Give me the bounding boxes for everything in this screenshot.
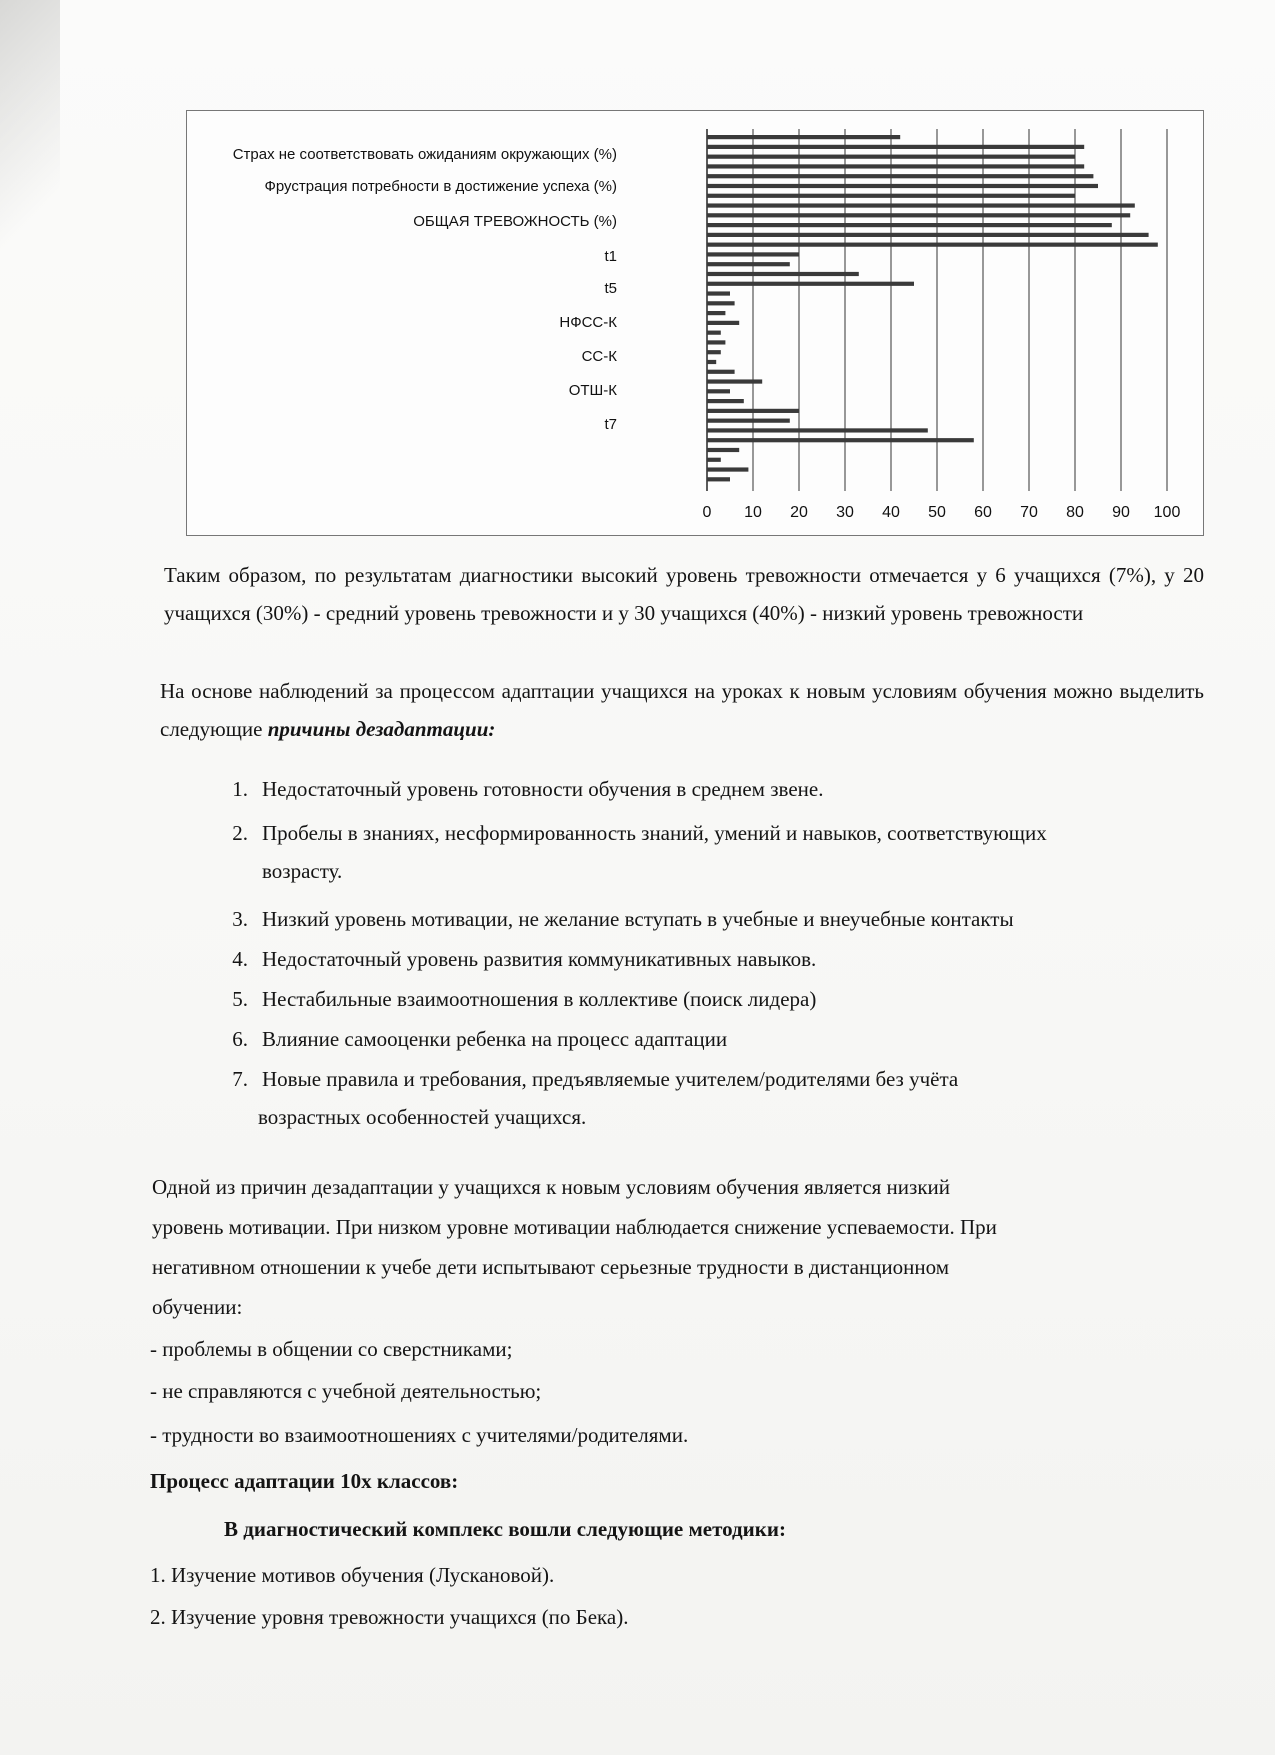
page-fold-shadow — [0, 0, 60, 300]
list-item-number: 5. — [232, 987, 248, 1011]
y-category-label: Страх не соответствовать ожиданиям окружающих (%) — [232, 146, 617, 163]
x-tick-label: 100 — [1153, 504, 1181, 521]
y-category-label: ОБЩАЯ ТРЕВОЖНОСТЬ (%) — [413, 213, 617, 230]
causes-list-item — [218, 772, 1198, 808]
x-tick-label: 20 — [790, 504, 808, 521]
causes-list-item — [218, 982, 1198, 1018]
chart-bar — [707, 409, 799, 413]
motivation-line-4: обучении: — [152, 1295, 243, 1319]
list-item-number: 1. — [232, 777, 248, 801]
chart-bar — [707, 194, 1075, 198]
y-category-label: t1 — [604, 248, 617, 265]
y-category-label: СС-К — [581, 348, 617, 365]
x-tick-label: 40 — [882, 504, 900, 521]
chart-bar — [707, 135, 900, 139]
chart-bar — [707, 223, 1112, 227]
chart-bar — [707, 203, 1135, 207]
chart-bar — [707, 438, 974, 442]
y-category-label: t5 — [604, 280, 617, 297]
chart-bar — [707, 155, 1075, 159]
list-item-text: Низкий уровень мотивации, не желание вступать в учебные и внеучебные контакты — [262, 907, 1014, 931]
chart-bar — [707, 291, 730, 295]
list-item-text: Пробелы в знаниях, несформированность знаний, умений и навыков, соответствующих — [262, 821, 1047, 845]
chart-bar — [707, 184, 1098, 188]
method-item-2: 2. Изучение уровня тревожности учащихся (по Бека). — [150, 1605, 629, 1629]
chart-bar — [707, 477, 730, 481]
section-heading-10-grade: Процесс адаптации 10х классов: — [150, 1469, 459, 1493]
list-item-number: 4. — [232, 947, 248, 971]
x-tick-label: 30 — [836, 504, 854, 521]
x-tick-label: 0 — [702, 504, 712, 521]
list-item-text-continued: возрасту. — [262, 859, 343, 883]
motivation-line-3: негативном отношении к учебе дети испытывают серьезные трудности в дистанционном — [152, 1255, 950, 1279]
chart-bar — [707, 301, 735, 305]
list-item-text: Новые правила и требования, предъявляемые учителем/родителями без учёта — [262, 1067, 959, 1091]
y-category-label: Фрустрация потребности в достижение успеха (%) — [264, 178, 617, 195]
chart-bar — [707, 252, 799, 256]
causes-list-item — [218, 816, 1198, 892]
x-tick-label: 50 — [928, 504, 946, 521]
paragraph-causes-text: На основе наблюдений за процессом адаптации учащихся на уроках к новым условиям обучения можно выделить следующие — [160, 679, 1204, 741]
chart-bar — [707, 311, 725, 315]
list-item-text: Влияние самооценки ребенка на процесс адаптации — [262, 1027, 728, 1051]
chart-bar — [707, 467, 748, 471]
chart-bar — [707, 272, 859, 276]
x-tick-label: 70 — [1020, 504, 1038, 521]
list-item-text-continued: возрастных особенностей учащихся. — [258, 1105, 587, 1129]
chart-bar — [707, 233, 1149, 237]
problem-item-1: - проблемы в общении со сверстниками; — [150, 1337, 513, 1361]
list-item-text: Нестабильные взаимоотношения в коллективе (поиск лидера) — [262, 987, 817, 1011]
y-category-label: ОТШ-К — [568, 382, 617, 399]
chart-bar — [707, 243, 1158, 247]
x-tick-label: 10 — [744, 504, 762, 521]
chart-bar — [707, 350, 721, 354]
chart-bar — [707, 389, 730, 393]
chart-bar — [707, 340, 725, 344]
problem-item-3: - трудности во взаимоотношениях с учителями/родителями. — [150, 1423, 689, 1447]
chart-bar — [707, 164, 1084, 168]
chart-bar — [707, 448, 739, 452]
causes-list-item — [218, 1062, 1198, 1138]
list-item-text: Недостаточный уровень развития коммуникативных навыков. — [262, 947, 817, 971]
chart-bar — [707, 282, 914, 286]
chart-bar — [707, 174, 1093, 178]
list-item-number: 7. — [232, 1067, 248, 1091]
causes-list-item — [218, 942, 1198, 978]
methods-heading: В диагностический комплекс вошли следующие методики: — [224, 1517, 786, 1541]
paragraph-anxiety-summary: Таким образом, по результатам диагностики высокий уровень тревожности отмечается у 6 учащихся (7%), у 20 учащихся (30%) - средний уровень тревожности и у 30 учащихся (40%) - низкий уровень тревожности — [164, 563, 1204, 625]
chart-bar — [707, 321, 739, 325]
motivation-line-1: Одной из причин дезадаптации у учащихся к новым условиям обучения является низкий — [152, 1175, 951, 1199]
causes-emphasis: причины дезадаптации: — [267, 717, 496, 741]
problem-item-2: - не справляются с учебной деятельностью; — [150, 1379, 542, 1403]
list-item-number: 2. — [232, 821, 248, 845]
y-category-label: НФСС-К — [559, 314, 617, 331]
chart-bar — [707, 379, 762, 383]
list-item-number: 6. — [232, 1027, 248, 1051]
chart-bar — [707, 213, 1130, 217]
y-category-label: t7 — [604, 416, 617, 433]
x-tick-label: 80 — [1066, 504, 1084, 521]
list-item-text: Недостаточный уровень готовности обучения в среднем звене. — [262, 777, 824, 801]
list-item-number: 3. — [232, 907, 248, 931]
motivation-line-2: уровень мотивации. При низком уровне мотивации наблюдается снижение успеваемости. При — [152, 1215, 997, 1239]
causes-list-item — [218, 902, 1198, 938]
chart-bar — [707, 262, 790, 266]
chart-svg — [187, 111, 1203, 535]
x-tick-label: 60 — [974, 504, 992, 521]
chart-bar — [707, 399, 744, 403]
chart-bar — [707, 370, 735, 374]
x-tick-label: 90 — [1112, 504, 1130, 521]
method-item-1: 1. Изучение мотивов обучения (Лускановой). — [150, 1563, 555, 1587]
anxiety-bar-chart — [186, 110, 1204, 536]
chart-bar — [707, 428, 928, 432]
chart-bar — [707, 458, 721, 462]
paragraph-causes-intro — [160, 672, 1204, 748]
chart-bar — [707, 145, 1084, 149]
chart-bar — [707, 331, 721, 335]
causes-list-item — [218, 1022, 1198, 1058]
chart-bar — [707, 360, 716, 364]
chart-bar — [707, 419, 790, 423]
